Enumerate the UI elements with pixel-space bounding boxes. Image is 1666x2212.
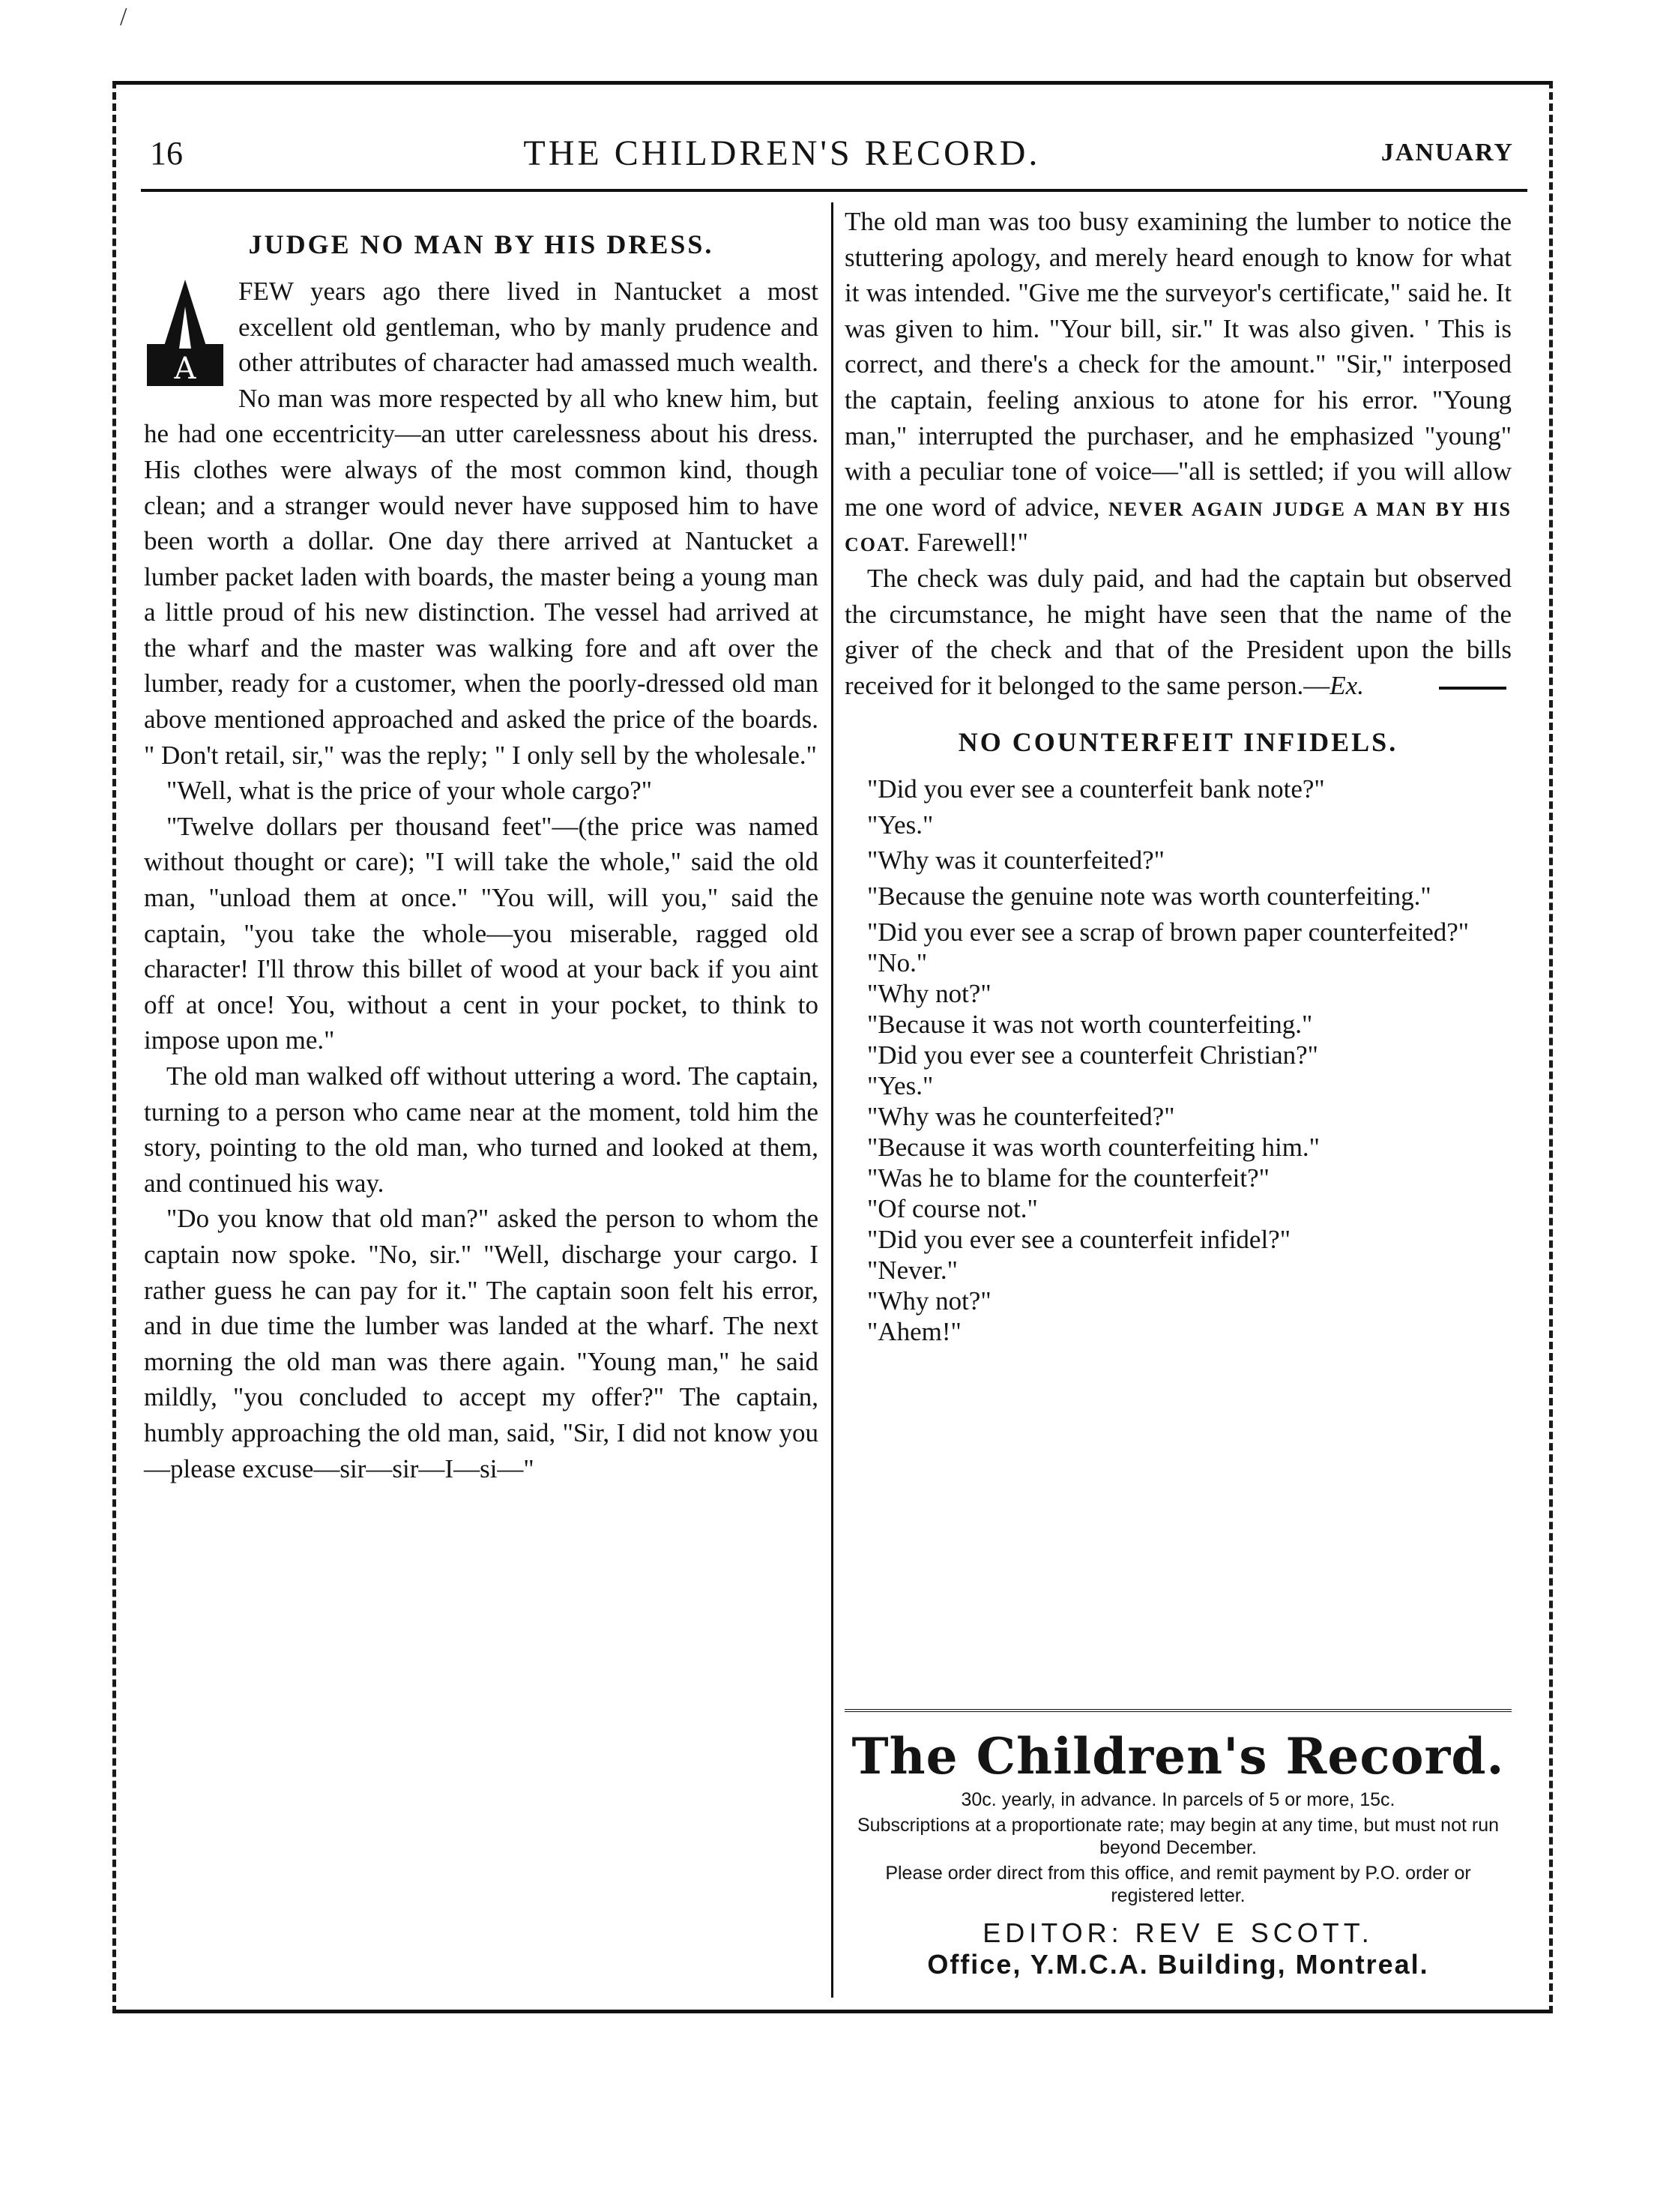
price-line: 30c. yearly, in advance. In parcels of 5 or more, 15c. (961, 1789, 1395, 1810)
story-paragraph: "Well, what is the price of your whole cargo?" (166, 776, 653, 806)
column-divider (831, 202, 833, 1998)
office-line: Office, Y.M.C.A. Building, Montreal. (927, 1949, 1429, 1980)
left-column (144, 204, 818, 1486)
editor-line: EDITOR: REV E SCOTT. (983, 1917, 1374, 1948)
masthead-box (845, 1709, 1512, 1980)
section-rule (1439, 687, 1506, 690)
story-paragraph: "Twelve dollars per thousand feet"—(the price was named without thought or care); "I will take the whole," said the old man, "unload them at once." "You will, will you," said the captain, "you take the whole—you miserable, ragged old character! I'll throw this billet of wood at your back if you aint off at once! You, without a cent in your pocket, to think to impose upon me." (144, 811, 818, 1055)
dialogue-line: "Why was he counterfeited?" (867, 1102, 1175, 1132)
dialogue-line: "Did you ever see a scrap of brown paper counterfeited?" (867, 917, 1470, 947)
header-rule (141, 189, 1527, 192)
story-text: The check was duly paid, and had the captain but observed the circumstance, he might have seen that the name of the giver of the check and that of the President upon the bills received for it belonged to the same person.— (845, 563, 1512, 700)
story-text: Farewell!" (917, 528, 1028, 558)
dialogue-line: "Because it was worth counterfeiting him." (867, 1133, 1320, 1163)
dialogue-line: "Was he to blame for the counterfeit?" (867, 1163, 1270, 1193)
story-heading: JUDGE NO MAN BY HIS DRESS. (248, 229, 714, 259)
issue-month: JANUARY (1380, 139, 1514, 166)
story-heading: NO COUNTERFEIT INFIDELS. (958, 727, 1398, 758)
dialogue-line: "Did you ever see a counterfeit infidel?" (867, 1225, 1291, 1255)
story-paragraph: FEW years ago there lived in Nantucket a most excellent old gentleman, who by manly prudence and other attributes of character had amassed much wealth. No man was more respected by all who knew him, but he had one eccentricity—an utter carelessness about his dress. His clothes were always of the most common kind, though clean; and a stranger would never have supposed him to have been worth a dollar. One day there arrived at Nantucket a lumber packet laden with boards, the master being a young man a little proud of his new distinction. The vessel had arrived at the wharf and the master was walking fore and aft over the lumber, ready for a customer, when the poorly-dressed old man above mentioned approached and asked the price of the boards. " Don't retail, sir," was the reply; " I only sell by the wholesale." (144, 276, 818, 770)
subscription-line: Subscriptions at a proportionate rate; may begin at any time, but must not run beyond December. (857, 1815, 1500, 1858)
drop-cap-ornament (144, 277, 226, 389)
corner-mark: / (120, 3, 127, 31)
drop-cap-letter: A (174, 351, 196, 386)
dialogue-line: "Why not?" (867, 1286, 992, 1316)
dialogue-line: "Of course not." (867, 1194, 1038, 1224)
dialogue-line: "Ahem!" (867, 1317, 962, 1347)
publication-title: THE CHILDREN'S RECORD. (523, 133, 1041, 173)
story-paragraph: The old man walked off without uttering a word. The captain, turning to a person who came near at the moment, told him the story, pointing to the old man, who turned and looked at them, and continued his way. (144, 1061, 818, 1198)
dialogue-line: "Why not?" (867, 979, 992, 1009)
dialogue-line: "Did you ever see a counterfeit Christian?" (867, 1040, 1318, 1070)
story-paragraph: "Do you know that old man?" asked the person to whom the captain now spoke. "No, sir." "Well, discharge your cargo. I rather guess he can pay for it." The captain soon felt his error, and in due time the lumber was landed at the wharf. The next morning the old man was there again. "Young man," he said mildly, "you concluded to accept my offer?" The captain, humbly approaching the old man, said, "Sir, I did not know you—please excuse—sir—sir—I—si—" (144, 1204, 818, 1483)
page-number: 16 (150, 134, 183, 172)
story-text: The old man was too busy examining the lumber to notice the stuttering apology, and merely heard enough to know for what it was intended. "Give me the surveyor's certificate," said he. It was given to him. "Your bill, sir." It was also given. ' This is correct, and there's a check for the amount." "Sir," interposed the captain, feeling anxious to atone for his error. "Young man," interrupted the purchaser, and he emphasized "young" with a peculiar tone of voice—"all is settled; if you will allow me one word of advice, (845, 207, 1512, 522)
masthead-title: The Children's Record. (851, 1727, 1505, 1785)
story-paragraph (845, 561, 1512, 703)
dialogue-line: "Did you ever see a counterfeit bank note?" (867, 774, 1325, 804)
dialogue-line: "Because it was not worth counterfeiting." (867, 1010, 1313, 1040)
dialogue-line: "Because the genuine note was worth counterfeiting." (867, 882, 1431, 911)
story-paragraph-continued (845, 204, 1512, 561)
running-head (150, 126, 1514, 180)
dialogue-line: "No." (867, 948, 928, 978)
order-line: Please order direct from this office, and remit payment by P.O. order or registered letter. (885, 1863, 1471, 1906)
right-column (845, 204, 1512, 1349)
dialogue-line: "Yes." (867, 810, 934, 840)
source-credit: Ex. (1330, 670, 1364, 700)
dialogue-line: "Yes." (867, 1071, 934, 1101)
dialogue-line: "Why was it counterfeited?" (867, 846, 1165, 876)
dialogue-line: "Never." (867, 1256, 958, 1286)
moral-smallcaps: NEVER AGAIN JUDGE A MAN BY HIS COAT. (845, 498, 1512, 556)
